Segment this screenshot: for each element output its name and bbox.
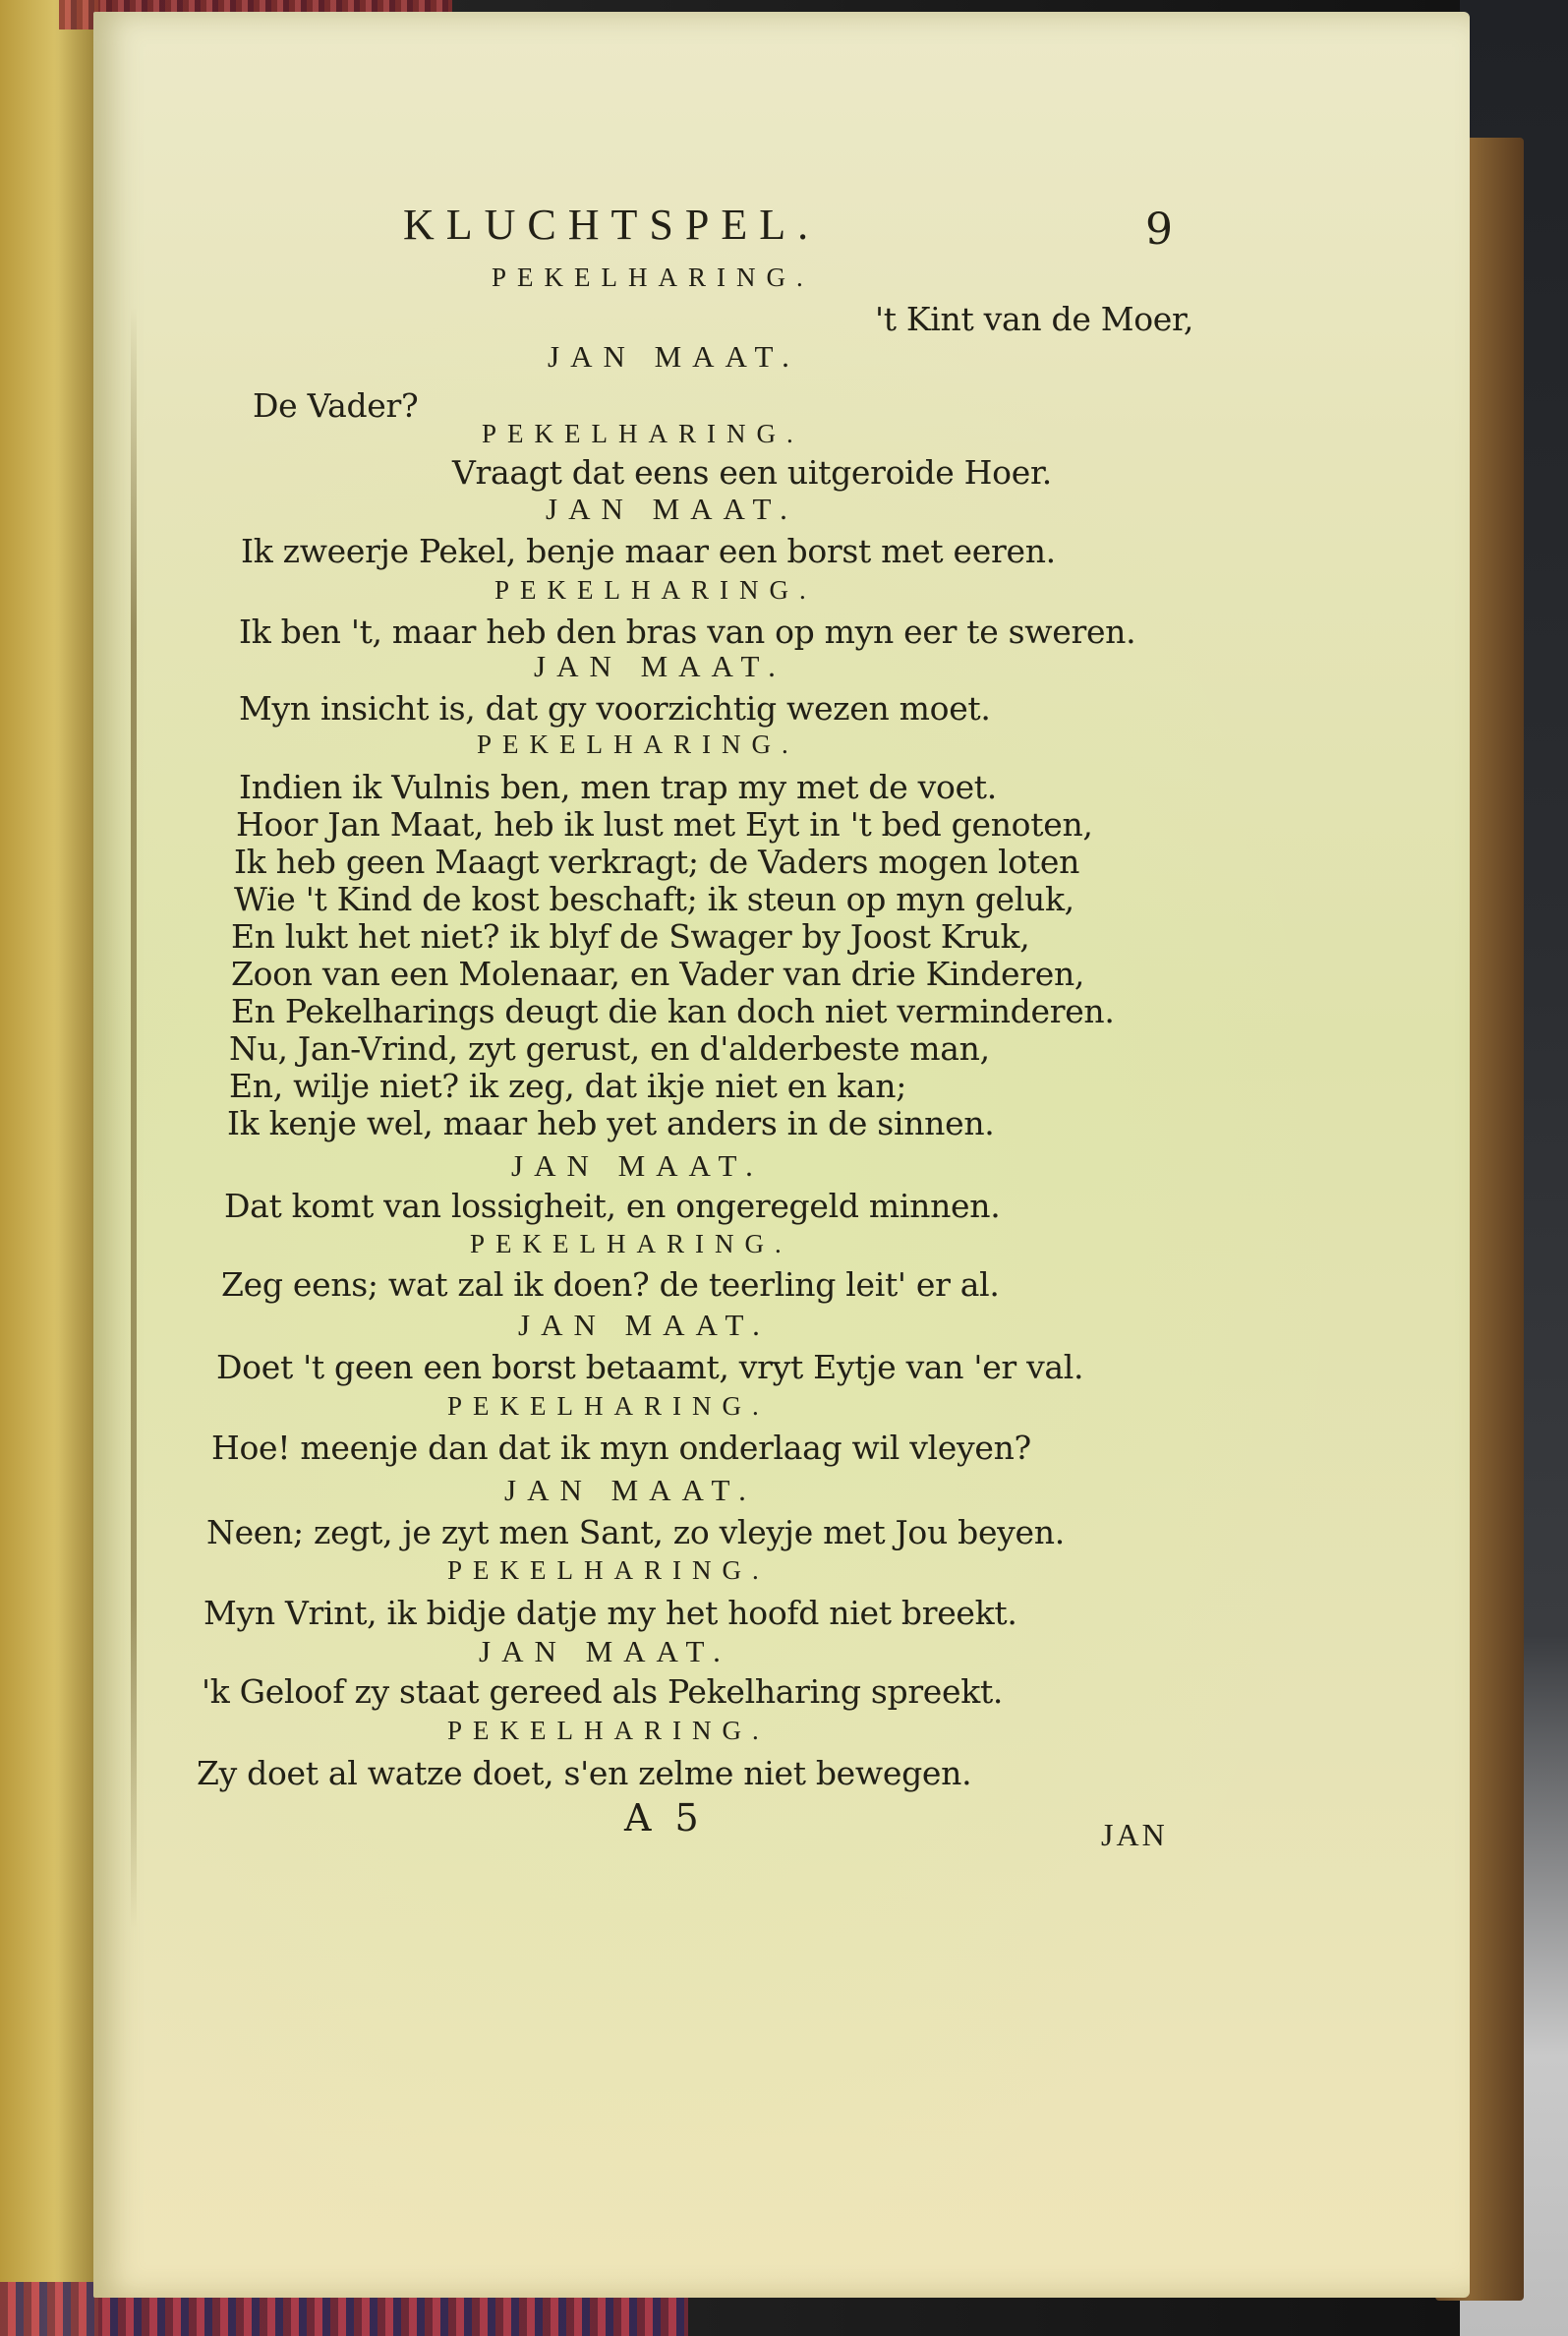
verse-line: 't Kint van de Moer, (875, 300, 1194, 338)
page-number: 9 (1145, 204, 1173, 255)
speaker-heading: PEKELHARING. (494, 575, 817, 605)
verse-line: Zeg eens; wat zal ik doen? de teerling leit' er al. (221, 1265, 1000, 1304)
speaker-heading: JAN MAAT. (504, 1473, 757, 1507)
speaker-heading: JAN MAAT. (548, 339, 800, 374)
speaker-heading: JAN MAAT. (534, 649, 786, 683)
speaker-heading: PEKELHARING. (477, 730, 799, 759)
verse-line: Ik ben 't, maar heb den bras van op myn eer te sweren. (239, 613, 1136, 651)
verse-line: Nu, Jan-Vrind, zyt gerust, en d'alderbeste man, (229, 1029, 990, 1068)
verse-line: Zy doet al watze doet, s'en zelme niet bewegen. (197, 1754, 972, 1792)
speaker-heading: JAN MAAT. (546, 492, 798, 526)
speaker-heading: PEKELHARING. (447, 1391, 770, 1421)
verse-line: Doet 't geen een borst betaamt, vryt Eytje van 'er val. (216, 1348, 1084, 1386)
catchword: JAN (1101, 1817, 1168, 1852)
verse-line: Myn insicht is, dat gy voorzichtig wezen moet. (239, 689, 991, 728)
verse-line: Neen; zegt, je zyt men Sant, zo vleyje met Jou beyen. (206, 1513, 1065, 1551)
speaker-heading: PEKELHARING. (447, 1716, 770, 1745)
speaker-heading: PEKELHARING. (482, 419, 804, 448)
verse-line: Vraagt dat eens een uitgeroide Hoer. (452, 453, 1052, 492)
speaker-heading: PEKELHARING. (492, 263, 814, 292)
page-gutter-line (131, 307, 137, 1929)
verse-line: En, wilje niet? ik zeg, dat ikje niet en kan; (229, 1067, 907, 1105)
speaker-heading: JAN MAAT. (511, 1148, 764, 1183)
verse-line: Dat komt van lossigheit, en ongeregeld minnen. (224, 1187, 1001, 1225)
verse-line: Hoor Jan Maat, heb ik lust met Eyt in 't bed genoten, (236, 805, 1093, 844)
verse-line: Zoon van een Molenaar, en Vader van drie Kinderen, (231, 955, 1085, 993)
speaker-heading: JAN MAAT. (479, 1634, 731, 1668)
book-page (93, 12, 1470, 2298)
running-head-title: KLUCHTSPEL. (403, 201, 821, 249)
verse-line: Ik heb geen Maagt verkragt; de Vaders mogen loten (234, 843, 1080, 881)
verse-line: 'k Geloof zy staat gereed als Pekelharing spreekt. (202, 1672, 1004, 1711)
verse-line: Wie 't Kind de kost beschaft; ik steun op myn geluk, (234, 880, 1074, 918)
speaker-heading: PEKELHARING. (470, 1229, 792, 1258)
verse-line: En Pekelharings deugt die kan doch niet verminderen. (231, 992, 1115, 1030)
verse-line: Myn Vrint, ik bidje datje my het hoofd niet breekt. (203, 1594, 1017, 1632)
verse-line: Ik zweerje Pekel, benje maar een borst met eeren. (241, 532, 1056, 570)
signature-mark: A 5 (624, 1796, 705, 1840)
speaker-heading: PEKELHARING. (447, 1555, 770, 1585)
verse-line: En lukt het niet? ik blyf de Swager by Joost Kruk, (231, 917, 1030, 956)
verse-line: Hoe! meenje dan dat ik myn onderlaag wil vleyen? (211, 1429, 1031, 1467)
verse-line: Ik kenje wel, maar heb yet anders in de sinnen. (227, 1104, 995, 1142)
verse-line: Indien ik Vulnis ben, men trap my met de voet. (239, 768, 997, 806)
verse-line: De Vader? (253, 386, 419, 425)
speaker-heading: JAN MAAT. (518, 1308, 771, 1342)
